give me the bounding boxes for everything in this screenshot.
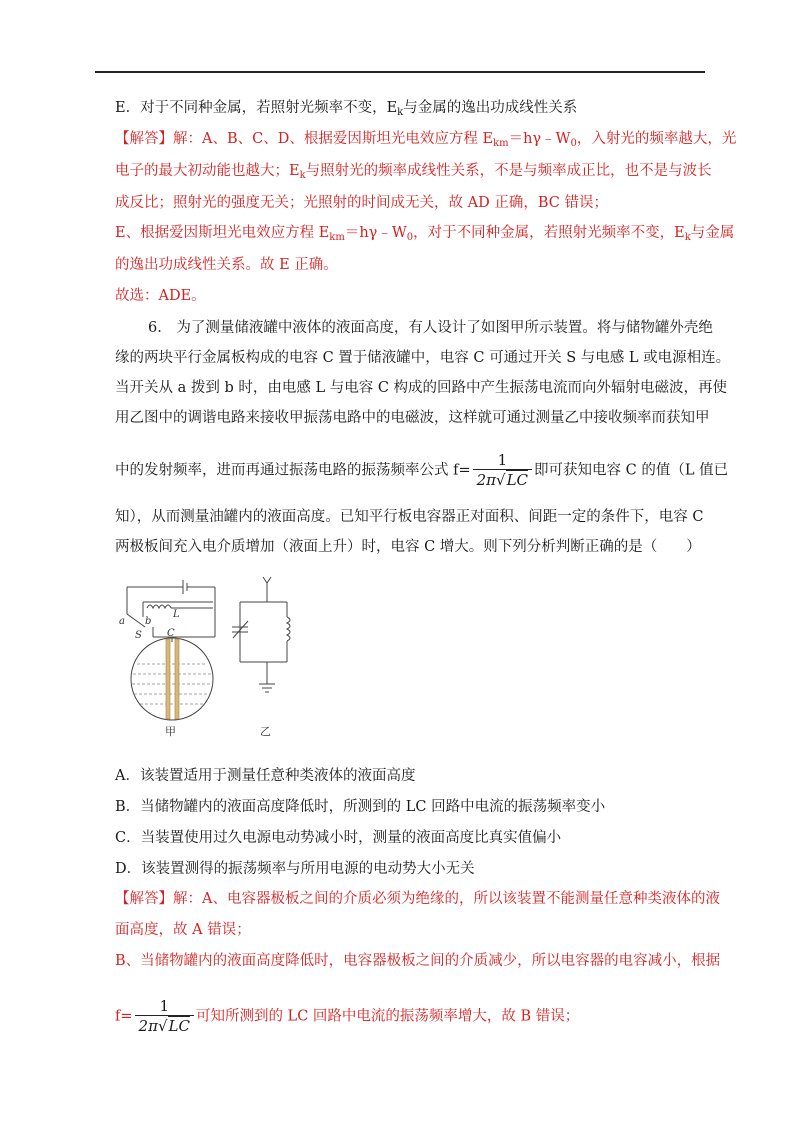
q5-answer-line-4: E、根据爱因斯坦光电效应方程 $E_{km}=h\gamma﹣W_0$，对于不同种金属，若照射光频率不变，$E_k$与金属 bbox=[115, 225, 735, 243]
label-a: a bbox=[119, 616, 125, 627]
q6-answer-line-4: f= $\frac{1}{2\pi√LC}$ 可知所测到的 LC 回路中电流的振荡频率增大，故 B 错误； bbox=[115, 997, 580, 1035]
q6-stem-line-4: 用乙图中的调谐电路来接收甲振荡电路中的电磁波，这样就可通过测量乙中接收频率而获知甲 bbox=[115, 410, 710, 426]
q5-option-e: E．对于不同种金属，若照射光频率不变，$E_k$与金属的逸出功成线性关系 bbox=[115, 100, 578, 118]
label-yi: 乙 bbox=[260, 725, 271, 738]
label-jia: 甲 bbox=[165, 725, 176, 738]
label-l: L bbox=[173, 609, 180, 620]
label-c: C bbox=[167, 628, 175, 639]
q6-answer-line-1: 【解答】解：A、电容器极板之间的介质必须为绝缘的，所以该装置不能测量任意种类液体的液 bbox=[115, 891, 720, 907]
q6-stem-line-6: 知），从而测量油罐内的液面高度。已知平行板电容器正对面积、间距一定的条件下，电容 C bbox=[115, 509, 704, 525]
answer-tag: 【解答】 bbox=[115, 131, 173, 147]
q6-option-b: B．当储物罐内的液面高度降低时，所测到的 LC 回路中电流的振荡频率变小 bbox=[115, 799, 606, 815]
label-s: S bbox=[135, 630, 142, 641]
circuit-figure bbox=[115, 572, 305, 746]
q5-answer-line-1: 【解答】解：A、B、C、D、根据爱因斯坦光电效应方程 $E_{km}=h\gamma﹣W_0$，入射光的频率越大，光 bbox=[115, 131, 737, 149]
q6-stem-line-3: 当开关从 a 拨到 b 时，由电感 L 与电容 C 构成的回路中产生振荡电流而向外辐射电磁波，再使 bbox=[115, 380, 728, 396]
frequency-formula: $\frac{1}{2\pi√LC}$ bbox=[473, 451, 532, 490]
q6-stem-line-5: 中的发射频率，进而再通过振荡电路的振荡频率公式 f= $\frac{1}{2\pi√LC}$ 即可获知电容 C 的值（L 值已 bbox=[115, 451, 729, 489]
q5-answer-line-3: 成反比；照射光的强度无关；光照射的时间成无关，故 AD 正确，BC 错误； bbox=[115, 195, 608, 211]
header-rule bbox=[95, 71, 705, 73]
q6-stem-line-2: 缘的两块平行金属板构成的电容 C 置于储液罐中，电容 C 可通过开关 S 与电感 L 或电源相连。 bbox=[115, 350, 731, 366]
q6-answer-line-3: B、当储物罐内的液面高度降低时，电容器极板之间的介质减少，所以电容器的电容减小，根据 bbox=[115, 953, 721, 969]
frequency-formula-answer: $\frac{1}{2\pi√LC}$ bbox=[135, 997, 194, 1036]
q6-stem-line-1: 6. 为了测量储液罐中液体的液面高度，有人设计了如图甲所示装置。将与储物罐外壳绝 bbox=[148, 320, 713, 336]
q5-answer-line-2: 电子的最大初动能也越大；$E_k$与照射光的频率成线性关系，不是与频率成正比，也不是与波长 bbox=[115, 163, 712, 181]
q6-option-d: D．该装置测得的振荡频率与所用电源的电动势大小无关 bbox=[115, 861, 475, 877]
q6-stem-line-7: 两极板间充入电介质增加（液面上升）时，电容 C 增大。则下列分析判断正确的是（ ） bbox=[115, 539, 701, 555]
q5-choice: 故选：ADE。 bbox=[115, 288, 206, 304]
circuit-diagram bbox=[115, 572, 305, 742]
q5-answer-line-5: 的逸出功成线性关系。故 E 正确。 bbox=[115, 257, 338, 273]
q6-option-a: A．该装置适用于测量任意种类液体的液面高度 bbox=[115, 768, 416, 784]
q6-answer-line-2: 面高度，故 A 错误； bbox=[115, 922, 251, 938]
label-b: b bbox=[145, 616, 152, 627]
q6-option-c: C．当装置使用过久电源电动势减小时，测量的液面高度比真实值偏小 bbox=[115, 830, 562, 846]
